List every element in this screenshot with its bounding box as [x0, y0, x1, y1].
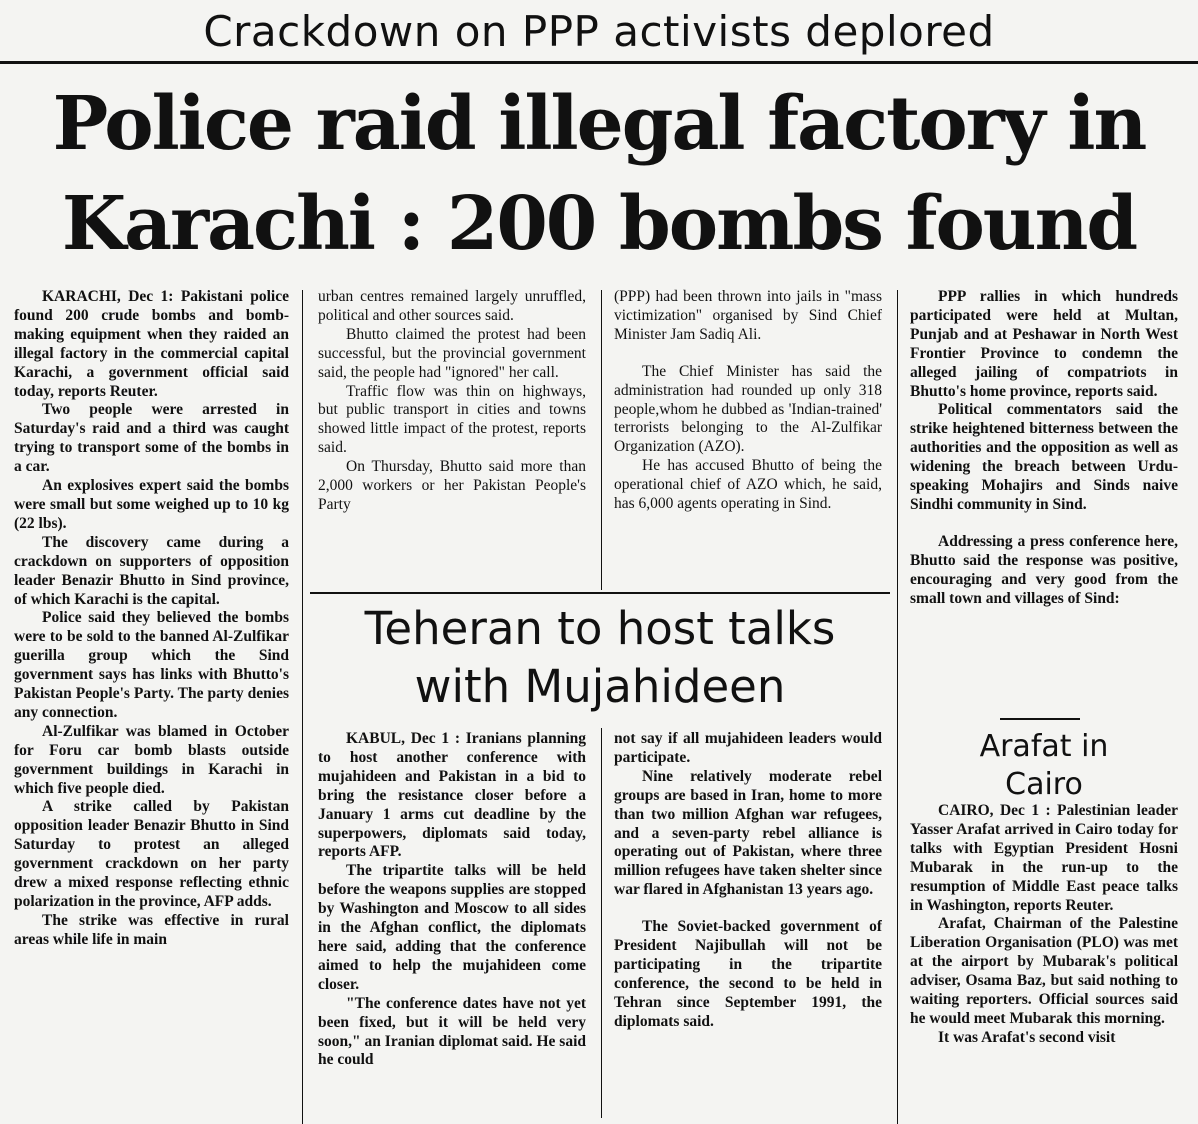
paragraph: Two people were arrested in Saturday's raid and a third was caught trying to transport some of the bombs in a car.: [14, 401, 289, 476]
arafat-headline-line-1: Arafat in: [979, 729, 1109, 764]
arafat-top-rule: [1000, 718, 1080, 720]
paragraph: The tripartite talks will be held before the weapons supplies are stopped by Washington and Moscow to all sides in the Afghan conflict, the diplomats here said, adding that the conference aimed to help the mujahideen come closer.: [318, 862, 586, 993]
paragraph: Addressing a press conference here, Bhutto said the response was positive, encouraging and very good from the small town and villages of Sind:: [910, 532, 1178, 607]
paragraph: Traffic flow was thin on highways, but public transport in cities and towns showed little impact of the protest, reports said.: [318, 382, 586, 457]
paragraph: A strike called by Pakistan opposition leader Benazir Bhutto in Sind Saturday to protest an alleged government crackdown on her party drew a mixed response reflecting ethnic polarization in the province, AFP adds.: [14, 798, 289, 910]
paragraph: The Chief Minister has said the administration had rounded up only 318 people,whom he dubbed as 'Indian-trained' terrorists belonging to the Al-Zulfikar Organization (AZO).: [614, 362, 882, 456]
main-story-column-4: [910, 288, 1178, 718]
arafat-headline-line-2: Cairo: [1005, 767, 1083, 802]
paragraph: The strike was effective in rural areas while life in main: [14, 911, 289, 948]
main-headline-line-2: Karachi : 200 bombs found: [61, 181, 1137, 267]
paragraph: Al-Zulfikar was blamed in October for Foru car bomb blasts outside government buildings in Karachi in which five people died.: [14, 722, 289, 797]
column-rule-1: [302, 290, 303, 1124]
teheran-column-2: [614, 730, 882, 1124]
paragraph: The discovery came during a crackdown on supporters of opposition leader Benazir Bhutto in Sind province, of which Karachi is the capital.: [14, 533, 289, 608]
kicker-headline: Crackdown on PPP activists deplored: [0, 0, 1198, 64]
paragraph: An explosives expert said the bombs were small but some weighed up to 10 kg (22 lbs).: [14, 477, 289, 532]
arafat-column: [910, 802, 1178, 1124]
teheran-column-1: [318, 730, 586, 1124]
main-story-column-2: [318, 288, 586, 588]
paragraph: The Soviet-backed government of President Najibullah will not be participating in the tripartite conference, the second to be held in Tehran since September 1991, the diplomats said.: [614, 918, 882, 1030]
paragraph: It was Arafat's second visit: [938, 1028, 1116, 1046]
paragraph: PPP rallies in which hundreds participated were held at Multan, Punjab and at Peshawar in North West Frontier Province to condemn the alleged jailing of compatriots in Bhutto's home province, reports said.: [910, 288, 1178, 400]
teheran-headline: [310, 600, 890, 716]
paragraph: KARACHI, Dec 1: Pakistani police found 200 crude bombs and bomb-making equipment when they raided an illegal factory in the commercial capital Karachi, a government official said today, reports Reuter.: [14, 288, 289, 400]
arafat-headline: [910, 728, 1178, 804]
teheran-headline-line-2: with Mujahideen: [414, 660, 786, 713]
paragraph: Police said they believed the bombs were to be sold to the banned Al-Zulfikar guerilla group which the Sind government says has links with Bhutto's Pakistan People's Party. The party denies any connection.: [14, 609, 289, 721]
main-story-column-1: [14, 288, 289, 1124]
paragraph: Nine relatively moderate rebel groups are based in Iran, home to more than two million Afghan war refugees, and a seven-party rebel alliance is operating out of Pakistan, where three million refugees have taken shelter since war flared in Afghanistan 13 years ago.: [614, 767, 882, 899]
paragraph: not say if all mujahideen leaders would participate.: [614, 730, 882, 766]
paragraph: KABUL, Dec 1 : Iranians planning to host another conference with mujahideen and Pakistan in a bid to bring the resistance closer before a January 1 arms cut deadline by the superpowers, diplomats said today, reports AFP.: [318, 730, 586, 861]
paragraph: "The conference dates have not yet been fixed, but it will be held very soon," an Iranian diplomat said. He said he could: [318, 994, 586, 1069]
column-rule-teheran: [601, 728, 602, 1118]
column-rule-3: [897, 290, 898, 1124]
paragraph: (PPP) had been thrown into jails in "mass victimization" organised by Sind Chief Minister Jam Sadiq Ali.: [614, 288, 882, 343]
paragraph: Bhutto claimed the protest had been successful, but the provincial government said, the people had "ignored" her call.: [318, 325, 586, 381]
paragraph: Political commentators said the strike heightened bitterness between the authorities and the opposition as well as widening the breach between Urdu-speaking Mohajirs and Sinds naive Sindhi community in Sind.: [910, 401, 1178, 513]
paragraph: urban centres remained largely unruffled, political and other sources said.: [318, 288, 586, 324]
paragraph: Arafat, Chairman of the Palestine Liberation Organisation (PLO) was met at the airport by Mubarak's political adviser, Osama Baz, but said nothing to waiting reporters. Official sources said he would meet Mubarak this morning.: [910, 915, 1178, 1027]
paragraph: He has accused Bhutto of being the operational chief of AZO which, he said, has 6,000 agents operating in Sind.: [614, 457, 882, 513]
main-headline: [0, 74, 1198, 274]
teheran-headline-line-1: Teheran to host talks: [364, 602, 836, 655]
main-headline-line-1: Police raid illegal factory in: [52, 81, 1146, 167]
main-story-column-3: [614, 288, 882, 588]
column-rule-2: [601, 290, 602, 590]
teheran-box-top-rule: [310, 592, 890, 594]
paragraph: CAIRO, Dec 1 : Palestinian leader Yasser Arafat arrived in Cairo today for talks with Egyptian President Hosni Mubarak in the run-up to the resumption of Middle East peace talks in Washington, reports Reuter.: [910, 802, 1178, 914]
paragraph: On Thursday, Bhutto said more than 2,000 workers or her Pakistan People's Party: [318, 458, 586, 513]
